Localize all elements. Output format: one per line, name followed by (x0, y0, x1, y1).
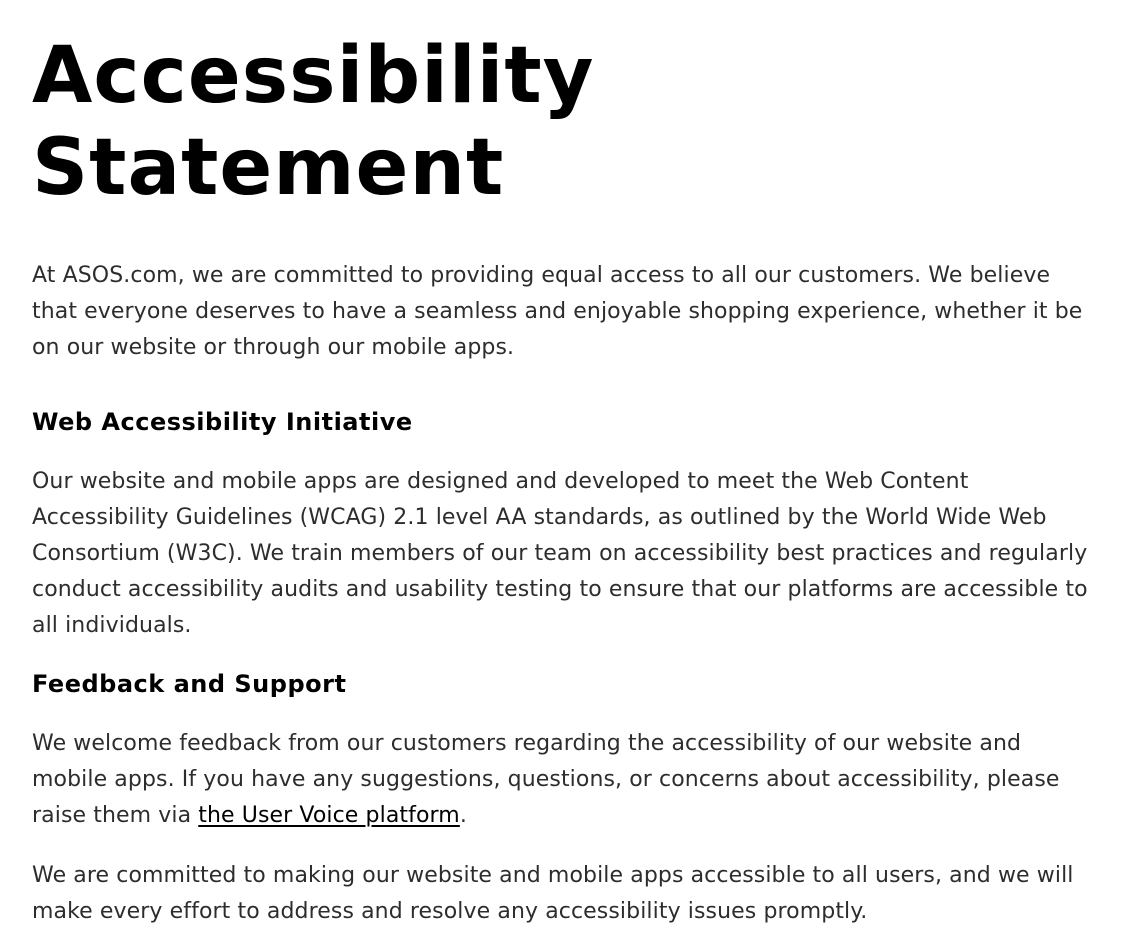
feedback-text-end: . (459, 803, 467, 828)
user-voice-link[interactable]: the User Voice platform (198, 803, 460, 828)
feedback-text: We welcome feedback from our customers regarding the accessibility of our website and mobile apps. If you have any suggestions, questions, or concerns about accessibility, please raise them via (32, 731, 1060, 828)
commitment-paragraph: We are committed to making our website and mobile apps accessible to all users, and we will make every effort to address and resolve any accessibility issues promptly. (32, 863, 1074, 924)
feedback-heading: Feedback and Support (32, 670, 347, 698)
intro-paragraph: At ASOS.com, we are committed to providing equal access to all our customers. We believe that everyone deserves to have a seamless and enjoyable shopping experience, whether it be on our website or through our mobile apps. (32, 263, 1083, 360)
wai-paragraph: Our website and mobile apps are designed and developed to meet the Web Content Accessibility Guidelines (WCAG) 2.1 level AA standards, as outlined by the World Wide Web Consortium (W3C). We train members of our team on accessibility best practices and regularly conduct accessibility audits and usability testing to ensure that our platforms are accessible to all individuals. (32, 469, 1088, 638)
wai-heading: Web Accessibility Initiative (32, 408, 413, 436)
page-title: Accessibility Statement (32, 31, 595, 213)
feedback-paragraph (32, 726, 1094, 834)
